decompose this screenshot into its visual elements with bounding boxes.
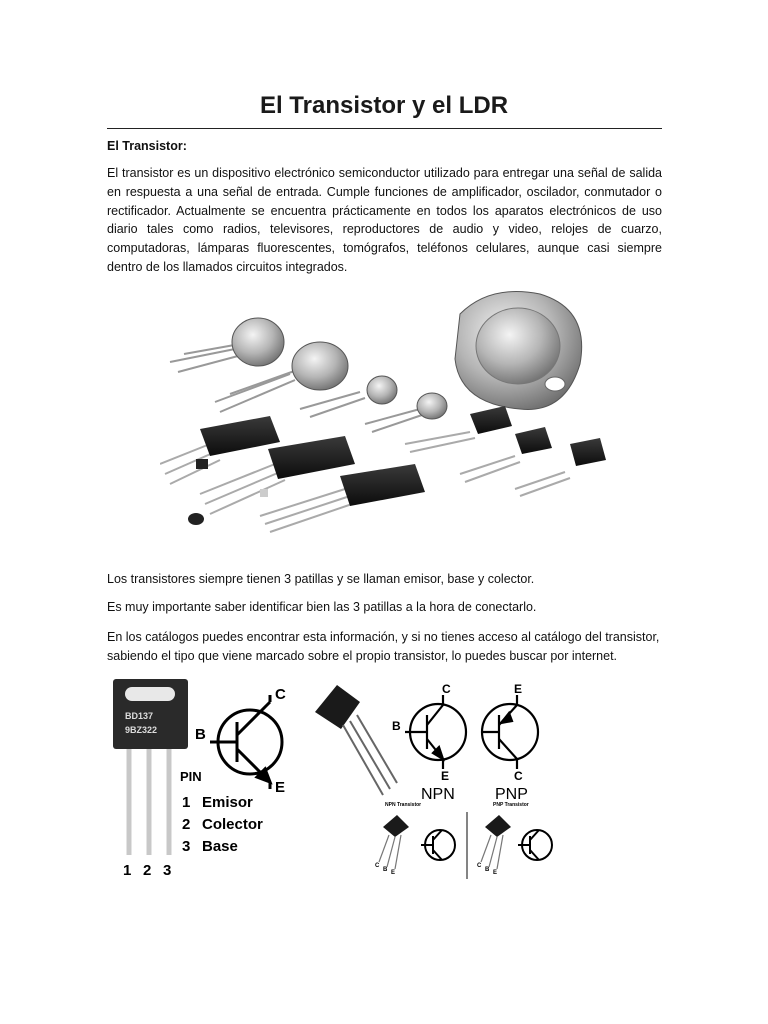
terminal-e-large: E [275,779,286,796]
terminal-c-large: C [275,686,286,703]
pin-table-header: PIN [180,769,202,784]
pnp-label: PNP [495,786,528,803]
to92-package [315,685,397,795]
npn-e: E [441,769,450,783]
pnp-symbol [482,695,538,769]
terminal-b-large: B [195,726,206,743]
title-divider [107,128,662,129]
pin-number-3: 3 [163,862,172,879]
small-npn-b: B [383,867,388,873]
pnp-c: C [514,769,523,783]
intro-paragraph: El transistor es un dispositivo electrónico semiconductor utilizado para entregar una señal de salida en respuesta a una señal de entrada. Cumple funciones de amplificador, oscilador, conmutador o rectificador. Actualmente se encuentra prácticamente en todos los aparatos electrónicos de uso diario tales como radios, televisores, reproductores de audio y video, relojes de cuarzo, computadoras, lámparas fluorescentes, tomógrafos, teléfonos celulares, aunque casi siempre dentro de los llamados circuitos integrados. [107,166,662,274]
pnp-caption: PNP Transistor [493,802,529,808]
importante-paragraph: Es muy importante saber identificar bien las 3 patillas a la hora de conectarlo. [107,600,537,614]
package-marking-1: BD137 [125,711,154,721]
section-heading: El Transistor: [107,139,187,153]
plastic-transistors [160,406,606,532]
npn-c: C [442,682,451,696]
pnp-e: E [514,682,523,696]
transistors-photo [160,284,610,534]
transistor-symbol-large [210,695,282,789]
npn-label: NPN [421,786,455,803]
pin-number-2: 2 [143,862,152,879]
pin-row-2-name: Colector [202,816,263,833]
small-pnp-e: E [493,870,498,876]
page-title: El Transistor y el LDR [259,92,509,119]
pin-row-3-name: Base [202,838,238,855]
small-npn-figure [379,815,455,869]
small-npn-e: E [391,870,396,876]
to3-transistor [455,292,582,410]
package-marking-2: 9BZ322 [125,725,158,735]
patillas-paragraph: Los transistores siempre tienen 3 patillas y se llaman emisor, base y colector. [107,572,535,586]
small-pnp-figure [481,815,552,869]
pin-row-3-num: 3 [182,838,191,855]
pin-row-1-num: 1 [182,794,191,811]
pin-row-1-name: Emisor [202,794,253,811]
npn-caption: NPN Transistor [385,802,422,808]
npn-symbol [405,695,466,769]
small-pnp-c: C [477,863,482,869]
catalogos-paragraph: En los catálogos puedes encontrar esta información, y si no tienes acceso al catálogo del transistor, sabiendo el tipo que viene marcado sobre el propio transistor, lo puedes buscar por internet. [107,630,660,663]
small-npn-c: C [375,863,380,869]
npn-b: B [392,719,401,733]
pin-row-2-num: 2 [182,816,191,833]
small-pnp-b: B [485,867,490,873]
pinout-figure [105,677,665,882]
metal-can-transistors [170,318,447,432]
pin-number-1: 1 [123,862,132,879]
